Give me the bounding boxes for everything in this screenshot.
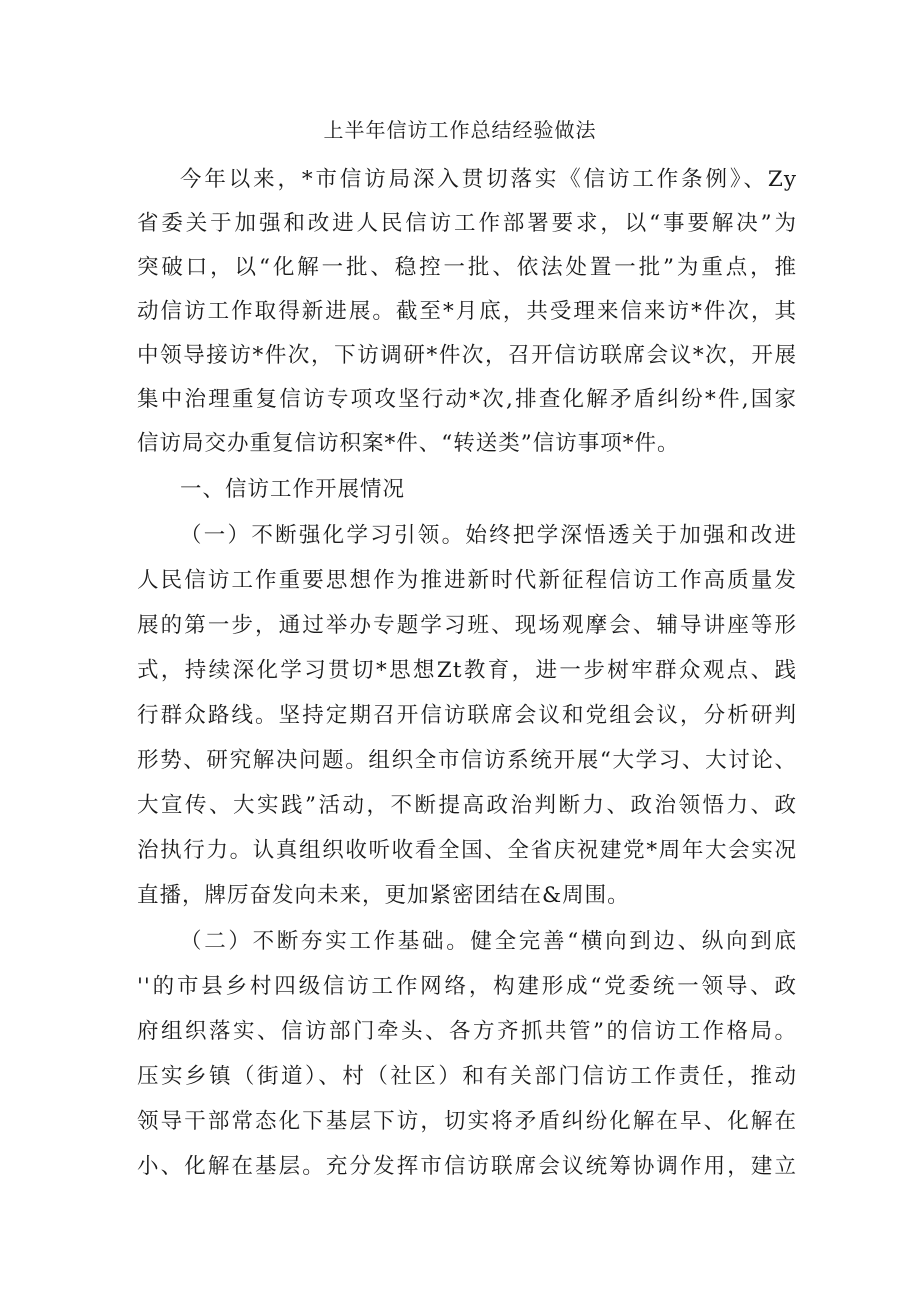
paragraph-3-line-2: 人民信访工作重要思想作为推进新时代新征程信访工作高质量发 xyxy=(137,568,797,593)
paragraph-1-line-4: 动信访工作取得新进展。截至*月底，共受理来信来访*件次，其 xyxy=(137,299,797,324)
paragraph-3-line-3: 展的第一步，通过举办专题学习班、现场观摩会、辅导讲座等形 xyxy=(137,613,797,638)
paragraph-3-line-4: 式，持续深化学习贯切*思想Zt教育，进一步树牢群众观点、践 xyxy=(137,658,797,683)
paragraph-3-line-8: 治执行力。认真组织收听收看全国、全省庆祝建党*周年大会实况 xyxy=(137,838,797,863)
section-heading-1: 一、信访工作开展情况 xyxy=(180,477,406,502)
paragraph-4-line-3: 府组织落实、信访部门牵头、各方齐抓共管”的信访工作格局。 xyxy=(137,1019,797,1044)
paragraph-1-line-5: 中领导接访*件次，下访调研*件次，召开信访联席会议*次，开展 xyxy=(137,343,797,368)
paragraph-1-line-1: 今年以来，*市信访局深入贯切落实《信访工作条例》、Zy xyxy=(180,167,797,192)
paragraph-3-line-7: 大宣传、大实践”活动，不断提高政治判断力、政治领悟力、政 xyxy=(137,793,797,818)
paragraph-3-line-6: 形势、研究解决问题。组织全市信访系统开展“大学习、大讨论、 xyxy=(137,748,797,773)
paragraph-4-line-6: 小、化解在基层。充分发挥市信访联席会议统筹协调作用，建立 xyxy=(137,1154,797,1179)
paragraph-4-line-2: ''的市县乡村四级信访工作网络，构建形成“党委统一领导、政 xyxy=(137,974,797,999)
paragraph-1-line-7: 信访局交办重复信访积案*件、“转送类”信访事项*件。 xyxy=(137,431,680,456)
paragraph-4-line-4: 压实乡镇（街道）、村（社区）和有关部门信访工作责任，推动 xyxy=(137,1064,797,1089)
paragraph-3-line-1: （一）不断强化学习引领。始终把学深悟透关于加强和改进 xyxy=(180,523,797,548)
document-title: 上半年信访工作总结经验做法 xyxy=(323,118,597,142)
paragraph-4-line-1: （二）不断夯实工作基础。健全完善“横向到边、纵向到底 xyxy=(180,929,797,954)
paragraph-1-line-6: 集中治理重复信访专项攻坚行动*次,排查化解矛盾纠纷*件,国家 xyxy=(137,387,797,412)
paragraph-1-line-3: 突破口，以“化解一批、稳控一批、依法处置一批”为重点，推 xyxy=(137,255,797,280)
paragraph-3-line-9: 直播，牌厉奋发向未来，更加紧密团结在&周围。 xyxy=(137,883,630,908)
paragraph-4-line-5: 领导干部常态化下基层下访，切实将矛盾纠纷化解在早、化解在 xyxy=(137,1109,797,1134)
paragraph-1-line-2: 省委关于加强和改进人民信访工作部署要求，以“事要解决”为 xyxy=(137,211,797,236)
paragraph-3-line-5: 行群众路线。坚持定期召开信访联席会议和党组会议，分析研判 xyxy=(137,703,797,728)
